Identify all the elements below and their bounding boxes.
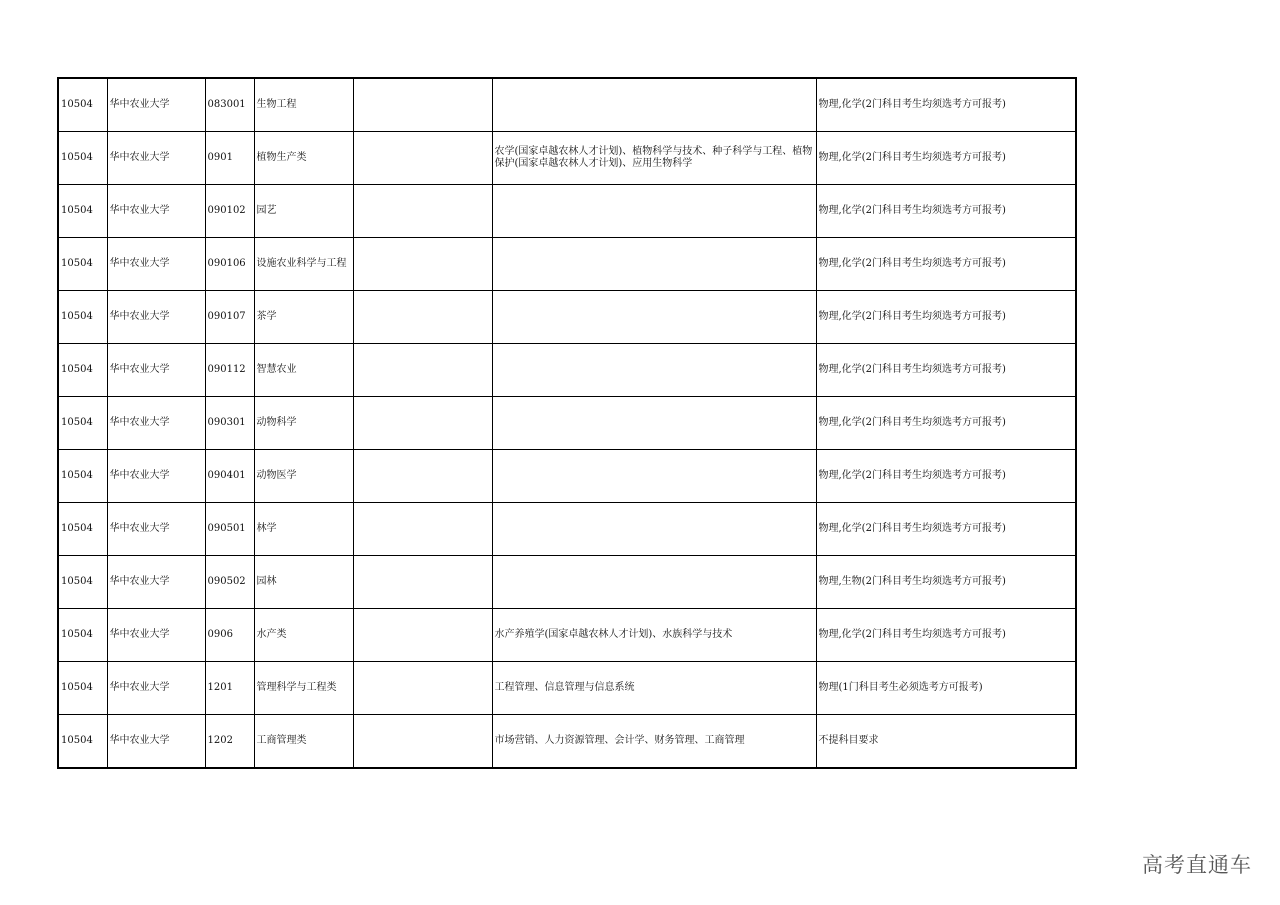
table-row xyxy=(58,715,1076,769)
table-row xyxy=(58,397,1076,450)
note-cell xyxy=(353,715,492,769)
major-name-cell: 园林 xyxy=(254,556,353,609)
table-row xyxy=(58,344,1076,397)
included-majors-cell xyxy=(492,185,816,238)
school-code-cell: 10504 xyxy=(58,132,107,185)
note-cell xyxy=(353,132,492,185)
major-code-cell: 1201 xyxy=(205,662,254,715)
major-name-cell: 动物科学 xyxy=(254,397,353,450)
subject-requirement-cell: 物理,化学(2门科目考生均须选考方可报考) xyxy=(816,450,1076,503)
subject-requirements-table xyxy=(57,77,1077,769)
table-row xyxy=(58,78,1076,132)
table-row xyxy=(58,503,1076,556)
school-name-cell: 华中农业大学 xyxy=(107,450,205,503)
subject-requirement-cell: 物理,化学(2门科目考生均须选考方可报考) xyxy=(816,397,1076,450)
subject-requirement-cell: 物理,化学(2门科目考生均须选考方可报考) xyxy=(816,238,1076,291)
major-name-cell: 生物工程 xyxy=(254,78,353,132)
school-name-cell: 华中农业大学 xyxy=(107,503,205,556)
school-code-cell: 10504 xyxy=(58,450,107,503)
subject-requirement-cell: 不提科目要求 xyxy=(816,715,1076,769)
included-majors-cell xyxy=(492,238,816,291)
major-code-cell: 1202 xyxy=(205,715,254,769)
note-cell xyxy=(353,291,492,344)
table-row xyxy=(58,132,1076,185)
major-code-cell: 0901 xyxy=(205,132,254,185)
included-majors-cell: 市场营销、人力资源管理、会计学、财务管理、工商管理 xyxy=(492,715,816,769)
table-row xyxy=(58,556,1076,609)
major-code-cell: 090502 xyxy=(205,556,254,609)
major-code-cell: 090501 xyxy=(205,503,254,556)
school-code-cell: 10504 xyxy=(58,238,107,291)
school-code-cell: 10504 xyxy=(58,291,107,344)
subject-requirement-cell: 物理,化学(2门科目考生均须选考方可报考) xyxy=(816,78,1076,132)
subject-requirement-cell: 物理,生物(2门科目考生均须选考方可报考) xyxy=(816,556,1076,609)
major-code-cell: 090301 xyxy=(205,397,254,450)
included-majors-cell xyxy=(492,344,816,397)
major-code-cell: 0906 xyxy=(205,609,254,662)
included-majors-cell: 农学(国家卓越农林人才计划)、植物科学与技术、种子科学与工程、植物保护(国家卓越农林人才计划)、应用生物科学 xyxy=(492,132,816,185)
school-code-cell: 10504 xyxy=(58,397,107,450)
included-majors-cell xyxy=(492,397,816,450)
table-body xyxy=(58,78,1076,768)
school-name-cell: 华中农业大学 xyxy=(107,397,205,450)
included-majors-cell xyxy=(492,78,816,132)
school-name-cell: 华中农业大学 xyxy=(107,238,205,291)
school-name-cell: 华中农业大学 xyxy=(107,344,205,397)
subject-requirement-cell: 物理,化学(2门科目考生均须选考方可报考) xyxy=(816,291,1076,344)
table-row xyxy=(58,185,1076,238)
major-name-cell: 水产类 xyxy=(254,609,353,662)
school-code-cell: 10504 xyxy=(58,662,107,715)
included-majors-cell xyxy=(492,291,816,344)
included-majors-cell: 水产养殖学(国家卓越农林人才计划)、水族科学与技术 xyxy=(492,609,816,662)
major-name-cell: 茶学 xyxy=(254,291,353,344)
note-cell xyxy=(353,609,492,662)
note-cell xyxy=(353,662,492,715)
school-code-cell: 10504 xyxy=(58,78,107,132)
note-cell xyxy=(353,344,492,397)
school-name-cell: 华中农业大学 xyxy=(107,291,205,344)
major-name-cell: 智慧农业 xyxy=(254,344,353,397)
major-code-cell: 090106 xyxy=(205,238,254,291)
note-cell xyxy=(353,503,492,556)
major-code-cell: 090102 xyxy=(205,185,254,238)
included-majors-cell xyxy=(492,503,816,556)
school-name-cell: 华中农业大学 xyxy=(107,132,205,185)
note-cell xyxy=(353,556,492,609)
subject-requirement-cell: 物理,化学(2门科目考生均须选考方可报考) xyxy=(816,344,1076,397)
subject-requirement-cell: 物理,化学(2门科目考生均须选考方可报考) xyxy=(816,185,1076,238)
major-name-cell: 设施农业科学与工程 xyxy=(254,238,353,291)
included-majors-cell: 工程管理、信息管理与信息系统 xyxy=(492,662,816,715)
note-cell xyxy=(353,397,492,450)
school-name-cell: 华中农业大学 xyxy=(107,556,205,609)
school-name-cell: 华中农业大学 xyxy=(107,185,205,238)
table-row xyxy=(58,450,1076,503)
subject-requirement-cell: 物理,化学(2门科目考生均须选考方可报考) xyxy=(816,503,1076,556)
school-code-cell: 10504 xyxy=(58,609,107,662)
major-name-cell: 管理科学与工程类 xyxy=(254,662,353,715)
note-cell xyxy=(353,78,492,132)
note-cell xyxy=(353,238,492,291)
school-code-cell: 10504 xyxy=(58,715,107,769)
major-name-cell: 园艺 xyxy=(254,185,353,238)
school-code-cell: 10504 xyxy=(58,503,107,556)
school-code-cell: 10504 xyxy=(58,344,107,397)
table-row xyxy=(58,662,1076,715)
major-name-cell: 工商管理类 xyxy=(254,715,353,769)
subject-requirement-cell: 物理(1门科目考生必须选考方可报考) xyxy=(816,662,1076,715)
major-code-cell: 083001 xyxy=(205,78,254,132)
major-name-cell: 植物生产类 xyxy=(254,132,353,185)
school-name-cell: 华中农业大学 xyxy=(107,78,205,132)
school-code-cell: 10504 xyxy=(58,556,107,609)
major-name-cell: 动物医学 xyxy=(254,450,353,503)
subject-requirement-cell: 物理,化学(2门科目考生均须选考方可报考) xyxy=(816,609,1076,662)
note-cell xyxy=(353,185,492,238)
included-majors-cell xyxy=(492,450,816,503)
note-cell xyxy=(353,450,492,503)
table-row xyxy=(58,238,1076,291)
major-code-cell: 090112 xyxy=(205,344,254,397)
subject-requirement-cell: 物理,化学(2门科目考生均须选考方可报考) xyxy=(816,132,1076,185)
school-name-cell: 华中农业大学 xyxy=(107,662,205,715)
table-row xyxy=(58,609,1076,662)
school-name-cell: 华中农业大学 xyxy=(107,715,205,769)
included-majors-cell xyxy=(492,556,816,609)
school-code-cell: 10504 xyxy=(58,185,107,238)
major-name-cell: 林学 xyxy=(254,503,353,556)
watermark-logo-text: 高考直通车 xyxy=(1142,853,1252,877)
school-name-cell: 华中农业大学 xyxy=(107,609,205,662)
major-code-cell: 090401 xyxy=(205,450,254,503)
table-row xyxy=(58,291,1076,344)
major-code-cell: 090107 xyxy=(205,291,254,344)
